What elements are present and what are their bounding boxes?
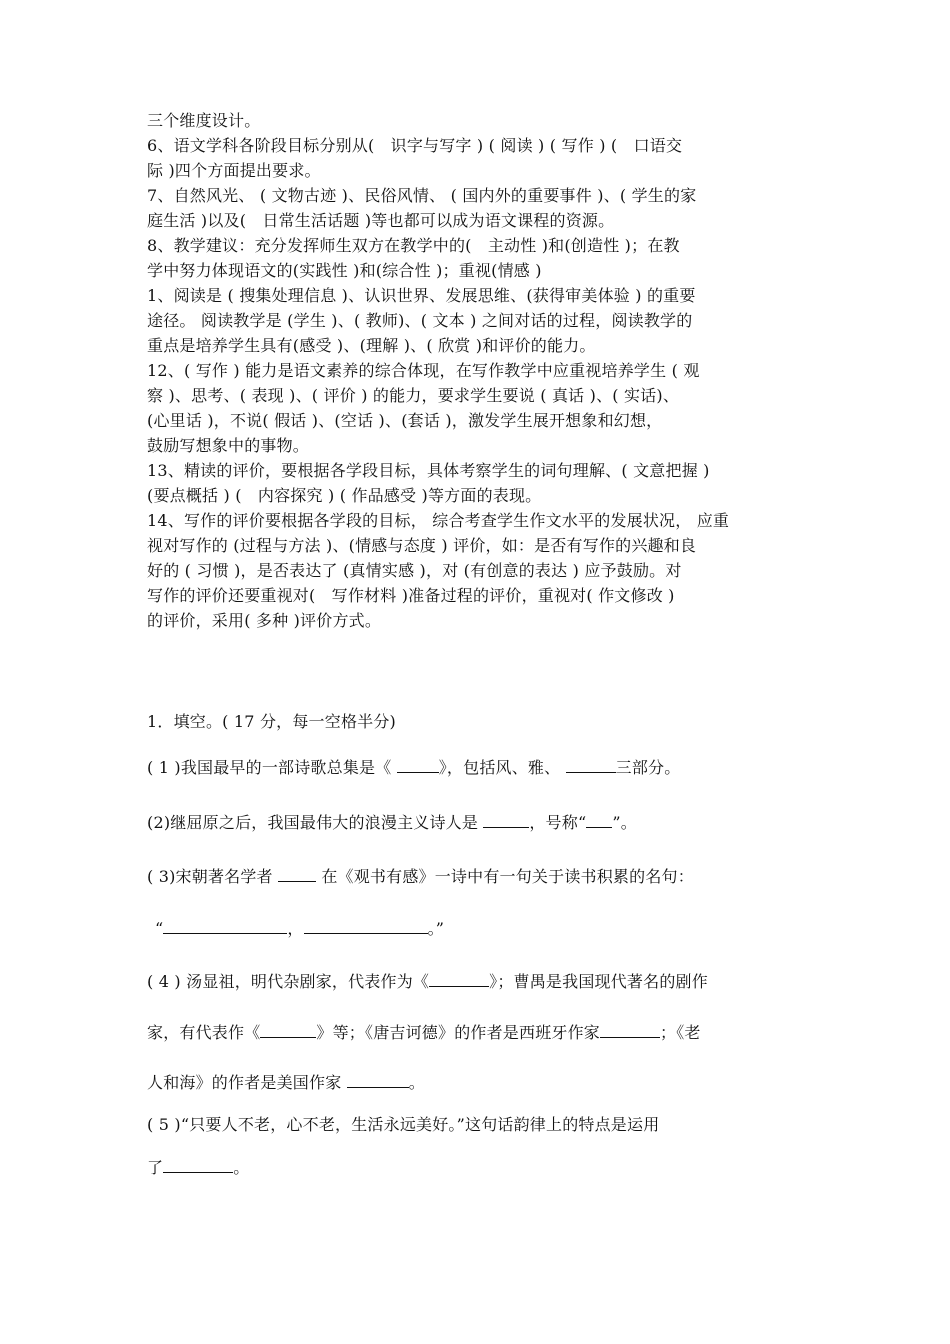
answer-blank[interactable] — [347, 1071, 409, 1088]
text-line: 7、自然风光、 ( 文物古迹 )、民俗风情、 ( 国内外的重要事件 )、( 学生的家 — [147, 186, 697, 205]
question-text: ( 4 ) 汤显祖，明代杂剧家，代表作为《 — [147, 972, 430, 991]
question-text: ( 1 )我国最早的一部诗歌总集是《 — [147, 758, 397, 777]
text-line: 6、语文学科各阶段目标分别从( 识字与写字 ) ( 阅读 ) ( 写作 ) ( 口语交 — [147, 136, 683, 155]
text-line: 途径。 阅读教学是 (学生 )、( 教师)、( 文本 ) 之间对话的过程，阅读教学的 — [147, 311, 693, 330]
quiz-question-4-cont — [147, 1021, 701, 1043]
text-line: 的评价，采用( 多种 )评价方式。 — [147, 611, 382, 630]
question-text: 家，有代表作《 — [147, 1023, 261, 1042]
question-text: 在《观书有感》一诗中有一句关于读书积累的名句： — [316, 867, 694, 886]
question-text: 人和海》的作者是美国作家 — [147, 1073, 347, 1092]
question-text: 》；曹禺是我国现代著名的剧作 — [489, 972, 708, 991]
answer-blank[interactable] — [304, 917, 428, 934]
quiz-question-1 — [147, 756, 680, 778]
question-text: 三部分。 — [615, 758, 681, 777]
text-line: 际 )四个方面提出要求。 — [147, 161, 321, 180]
text-line: 鼓励写想象中的事物。 — [147, 436, 310, 455]
answer-blank[interactable] — [429, 970, 489, 987]
answer-blank[interactable] — [483, 811, 529, 828]
quiz-question-5 — [147, 1115, 659, 1135]
text-line: 好的 ( 习惯 )，是否表达了 (真情实感 )，对 (有创意的表达 ) 应予鼓励。对 — [147, 561, 682, 580]
quiz-question-2 — [147, 811, 637, 833]
text-line: 视对写作的 (过程与方法 )、(情感与态度 ) 评价，如：是否有写作的兴趣和良 — [147, 536, 697, 555]
question-text: 。 — [233, 1158, 250, 1177]
text-line: 三个维度设计。 — [147, 111, 261, 130]
question-text: 。” — [427, 919, 445, 938]
text-line: (心里话 )，不说( 假话 )、(空话 )、(套话 )，激发学生展开想象和幻想， — [147, 411, 663, 430]
quiz-question-4 — [147, 970, 708, 992]
text-line: 13、精读的评价，要根据各学段目标，具体考察学生的词句理解、( 文意把握 ) — [147, 461, 710, 480]
text-line: 庭生活 )以及( 日常生活话题 )等也都可以成为语文课程的资源。 — [147, 211, 615, 230]
quiz-question-3 — [147, 865, 694, 887]
answer-blank[interactable] — [163, 1156, 233, 1173]
text-line: 8、教学建议：充分发挥师生双方在教学中的( 主动性 )和(创造性 )；在教 — [147, 236, 680, 255]
question-text: “ — [155, 919, 164, 938]
question-text: (2)继屈原之后，我国最伟大的浪漫主义诗人是 — [147, 813, 484, 832]
text-line: 学中努力体现语文的(实践性 )和(综合性 )；重视(情感 ) — [147, 261, 542, 280]
text-line: 重点是培养学生具有(感受 )、(理解 )、( 欣赏 )和评价的能力。 — [147, 336, 596, 355]
quiz-heading: 1．填空。( 17 分，每一空格半分) — [147, 712, 396, 731]
quiz-question-5-cont — [147, 1156, 249, 1178]
question-text: 。 — [408, 1073, 425, 1092]
question-text: 了 — [147, 1158, 164, 1177]
answer-blank[interactable] — [278, 865, 316, 882]
text-line: (要点概括 ) ( 内容探究 ) ( 作品感受 )等方面的表现。 — [147, 486, 542, 505]
quiz-question-4-cont — [147, 1071, 425, 1093]
answer-blank[interactable] — [260, 1021, 316, 1038]
answer-blank[interactable] — [566, 756, 616, 773]
question-text: ”。 — [612, 813, 637, 832]
answer-blank[interactable] — [397, 756, 439, 773]
question-text: 》等；《唐吉诃德》的作者是西班牙作家 — [316, 1023, 601, 1042]
answer-blank[interactable] — [163, 917, 287, 934]
quiz-question-3-quote — [155, 917, 444, 939]
text-line: 写作的评价还要重视对( 写作材料 )准备过程的评价，重视对( 作文修改 ) — [147, 586, 675, 605]
question-text: ， — [287, 919, 304, 938]
question-text: ；《老 — [660, 1023, 701, 1042]
question-text: ( 5 )“只要人不老，心不老，生活永远美好。”这句话韵律上的特点是运用 — [147, 1115, 660, 1134]
question-text: ( 3)宋朝著名学者 — [147, 867, 279, 886]
answer-blank[interactable] — [586, 811, 612, 828]
text-line: 12、( 写作 ) 能力是语文素养的综合体现，在写作教学中应重视培养学生 ( 观 — [147, 361, 700, 380]
answer-blank[interactable] — [600, 1021, 660, 1038]
question-text: ，号称“ — [529, 813, 587, 832]
text-line: 察 )、思考、( 表现 )、( 评价 ) 的能力，要求学生要说 ( 真话 )、( 实话)、 — [147, 386, 680, 405]
question-text: 》，包括风、雅、 — [438, 758, 566, 777]
text-line: 14、写作的评价要根据各学段的目标， 综合考查学生作文水平的发展状况， 应重 — [147, 511, 730, 530]
text-line: 1、阅读是 ( 搜集处理信息 )、认识世界、发展思维、(获得审美体验 ) 的重要 — [147, 286, 696, 305]
